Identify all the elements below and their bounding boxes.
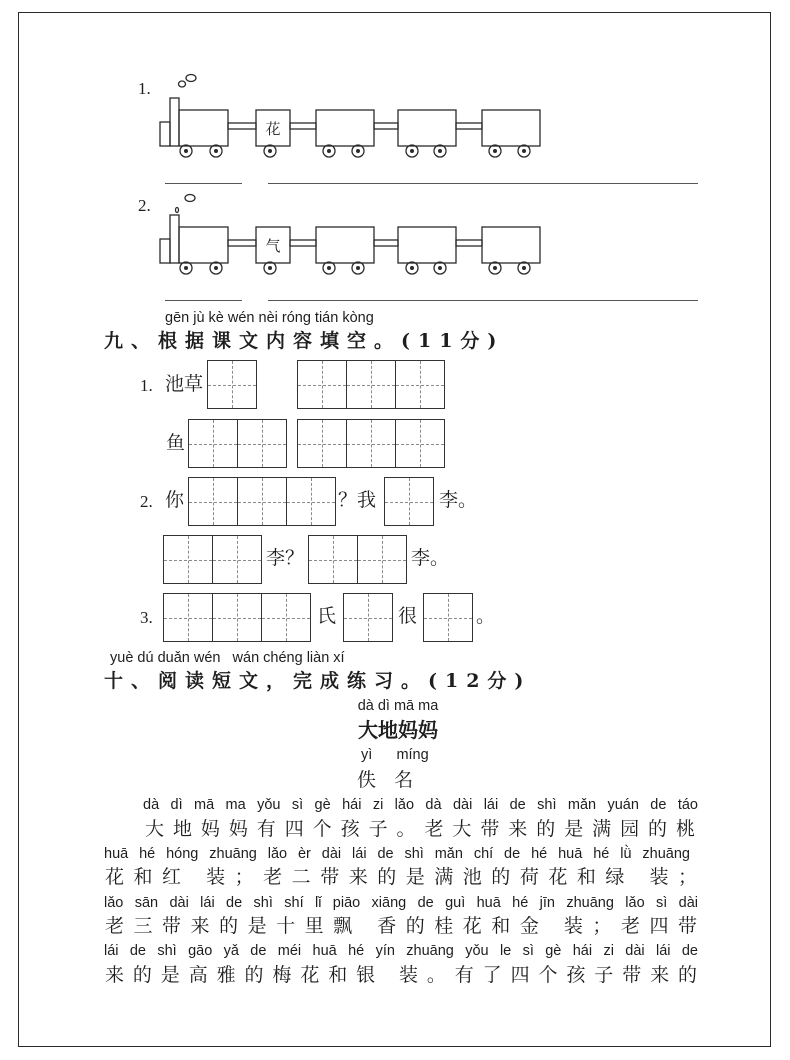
section-9-heading-pinyin: gēn jù kè wén nèi róng tián kòng — [165, 310, 374, 326]
wheel — [210, 145, 222, 157]
passage-author-pinyin: yì míng — [361, 747, 429, 763]
wheel — [210, 262, 222, 274]
page-border — [18, 12, 771, 1047]
tianzige-cell — [164, 536, 213, 583]
question-2-prefix: 你 — [165, 489, 185, 511]
train-engine — [160, 215, 228, 263]
train-car — [316, 227, 374, 263]
tianzige-cell — [189, 420, 238, 467]
tianzige-cell — [358, 536, 407, 583]
wheel — [489, 262, 501, 274]
answer-grid — [163, 535, 262, 584]
tianzige-cell — [424, 594, 473, 641]
wheel — [518, 262, 530, 274]
passage-line-text: 大地妈妈有四个孩子。老大带来的是满园的桃 — [145, 818, 695, 840]
question-3-mid2: 很 — [398, 605, 418, 627]
tianzige-cell — [189, 478, 238, 525]
train-car-label: 花 — [265, 120, 281, 138]
passage-line-pinyin: lái de shì gāo yǎ de méi huā hé yín zhuāng yǒu le sì gè hái zi dài lái de — [104, 943, 698, 959]
tianzige-cell — [347, 420, 396, 467]
wheel — [518, 145, 530, 157]
question-1-row2-prefix: 鱼 — [166, 432, 186, 454]
train-2-number: 2. — [138, 196, 151, 215]
tianzige-cell — [298, 420, 347, 467]
tianzige-cell — [238, 478, 287, 525]
tianzige-cell — [347, 361, 396, 408]
passage-line-text: 老三带来的是十里飘 香的桂花和金 装；老四带 — [105, 915, 697, 937]
answer-line-short — [165, 183, 242, 184]
wheel — [352, 145, 364, 157]
answer-line-long — [268, 183, 698, 184]
question-1-number: 1. — [140, 376, 153, 395]
coupler — [290, 123, 316, 129]
smoke-puff — [185, 195, 195, 202]
tianzige-cell — [385, 478, 434, 525]
train-car — [398, 110, 456, 146]
answer-grid — [297, 419, 445, 468]
section-10-heading-pinyin: yuè dú duǎn wén wán chéng liàn xí — [110, 650, 345, 666]
wheel — [264, 262, 276, 274]
tianzige-cell — [287, 478, 336, 525]
wheel — [323, 145, 335, 157]
train-car — [482, 110, 540, 146]
wheel — [489, 145, 501, 157]
tianzige-cell — [164, 594, 213, 641]
question-2-suffix: 李。 — [439, 489, 478, 511]
tianzige-cell — [262, 594, 311, 641]
answer-grid — [297, 360, 445, 409]
tianzige-cell — [396, 420, 445, 467]
train-1-diagram — [155, 72, 550, 160]
wheel — [406, 262, 418, 274]
tianzige-cell — [396, 361, 445, 408]
answer-grid — [188, 419, 287, 468]
section-10-heading: 十、阅读短文，完成练习。(12分) — [104, 670, 532, 692]
coupler — [228, 123, 256, 129]
passage-author: 佚 名 — [357, 769, 414, 791]
question-3-number: 3. — [140, 608, 153, 627]
question-3-end: 。 — [476, 605, 496, 627]
passage-line-pinyin: dà dì mā ma yǒu sì gè hái zi lǎo dà dài lái de shì mǎn yuán de táo — [143, 797, 698, 813]
passage-line-pinyin: lǎo sān dài lái de shì shí lǐ piāo xiāng de guì huā hé jīn zhuāng lǎo sì dài — [104, 895, 698, 911]
smoke-puff — [176, 208, 179, 213]
tianzige-cell — [213, 536, 262, 583]
passage-title-pinyin: dà dì mā ma — [357, 698, 439, 714]
train-car — [398, 227, 456, 263]
answer-grid — [423, 593, 473, 642]
question-2-mid: ？我 — [338, 489, 377, 511]
train-car — [316, 110, 374, 146]
question-2-number: 2. — [140, 492, 153, 511]
tianzige-cell — [344, 594, 393, 641]
coupler — [228, 240, 256, 246]
tianzige-cell — [238, 420, 287, 467]
train-car-label: 气 — [265, 237, 281, 255]
smoke-puff — [179, 81, 186, 87]
train-1-number: 1. — [138, 79, 151, 98]
train-car-labeled — [256, 110, 290, 146]
answer-line-long — [268, 300, 698, 301]
train-car — [482, 227, 540, 263]
wheel — [180, 262, 192, 274]
train-car-labeled — [256, 227, 290, 263]
passage-title: 大地妈妈 — [358, 718, 438, 742]
train-engine — [160, 98, 228, 146]
coupler — [374, 123, 398, 129]
wheel — [264, 145, 276, 157]
answer-grid — [308, 535, 407, 584]
question-2-row2-mid: 李？ — [266, 547, 305, 569]
passage-line-pinyin: huā hé hóng zhuāng lǎo èr dài lái de shì mǎn chí de hé huā hé lǜ zhuāng — [104, 846, 690, 862]
wheel — [406, 145, 418, 157]
tianzige-cell — [309, 536, 358, 583]
smoke-puff — [186, 75, 196, 82]
answer-line-short — [165, 300, 242, 301]
answer-grid — [163, 593, 311, 642]
passage-line-text: 来的是高雅的梅花和银 装。有了四个孩子带来的 — [105, 964, 697, 986]
train-2-diagram — [155, 189, 550, 277]
tianzige-cell — [298, 361, 347, 408]
section-9-heading: 九、根据课文内容填空。(11分) — [104, 330, 505, 352]
wheel — [323, 262, 335, 274]
wheel — [352, 262, 364, 274]
wheel — [434, 145, 446, 157]
question-3-mid1: 氏 — [317, 605, 337, 627]
tianzige-cell — [208, 361, 257, 408]
coupler — [456, 240, 482, 246]
answer-grid — [207, 360, 257, 409]
question-2-row2-suffix: 李。 — [411, 547, 450, 569]
coupler — [374, 240, 398, 246]
question-1-prefix: 池草 — [165, 373, 204, 395]
passage-line-text: 花和红 装；老二带来的是满池的荷花和绿 装； — [105, 866, 697, 888]
wheel — [434, 262, 446, 274]
answer-grid — [343, 593, 393, 642]
wheel — [180, 145, 192, 157]
answer-grid — [384, 477, 434, 526]
coupler — [290, 240, 316, 246]
coupler — [456, 123, 482, 129]
tianzige-cell — [213, 594, 262, 641]
answer-grid — [188, 477, 336, 526]
